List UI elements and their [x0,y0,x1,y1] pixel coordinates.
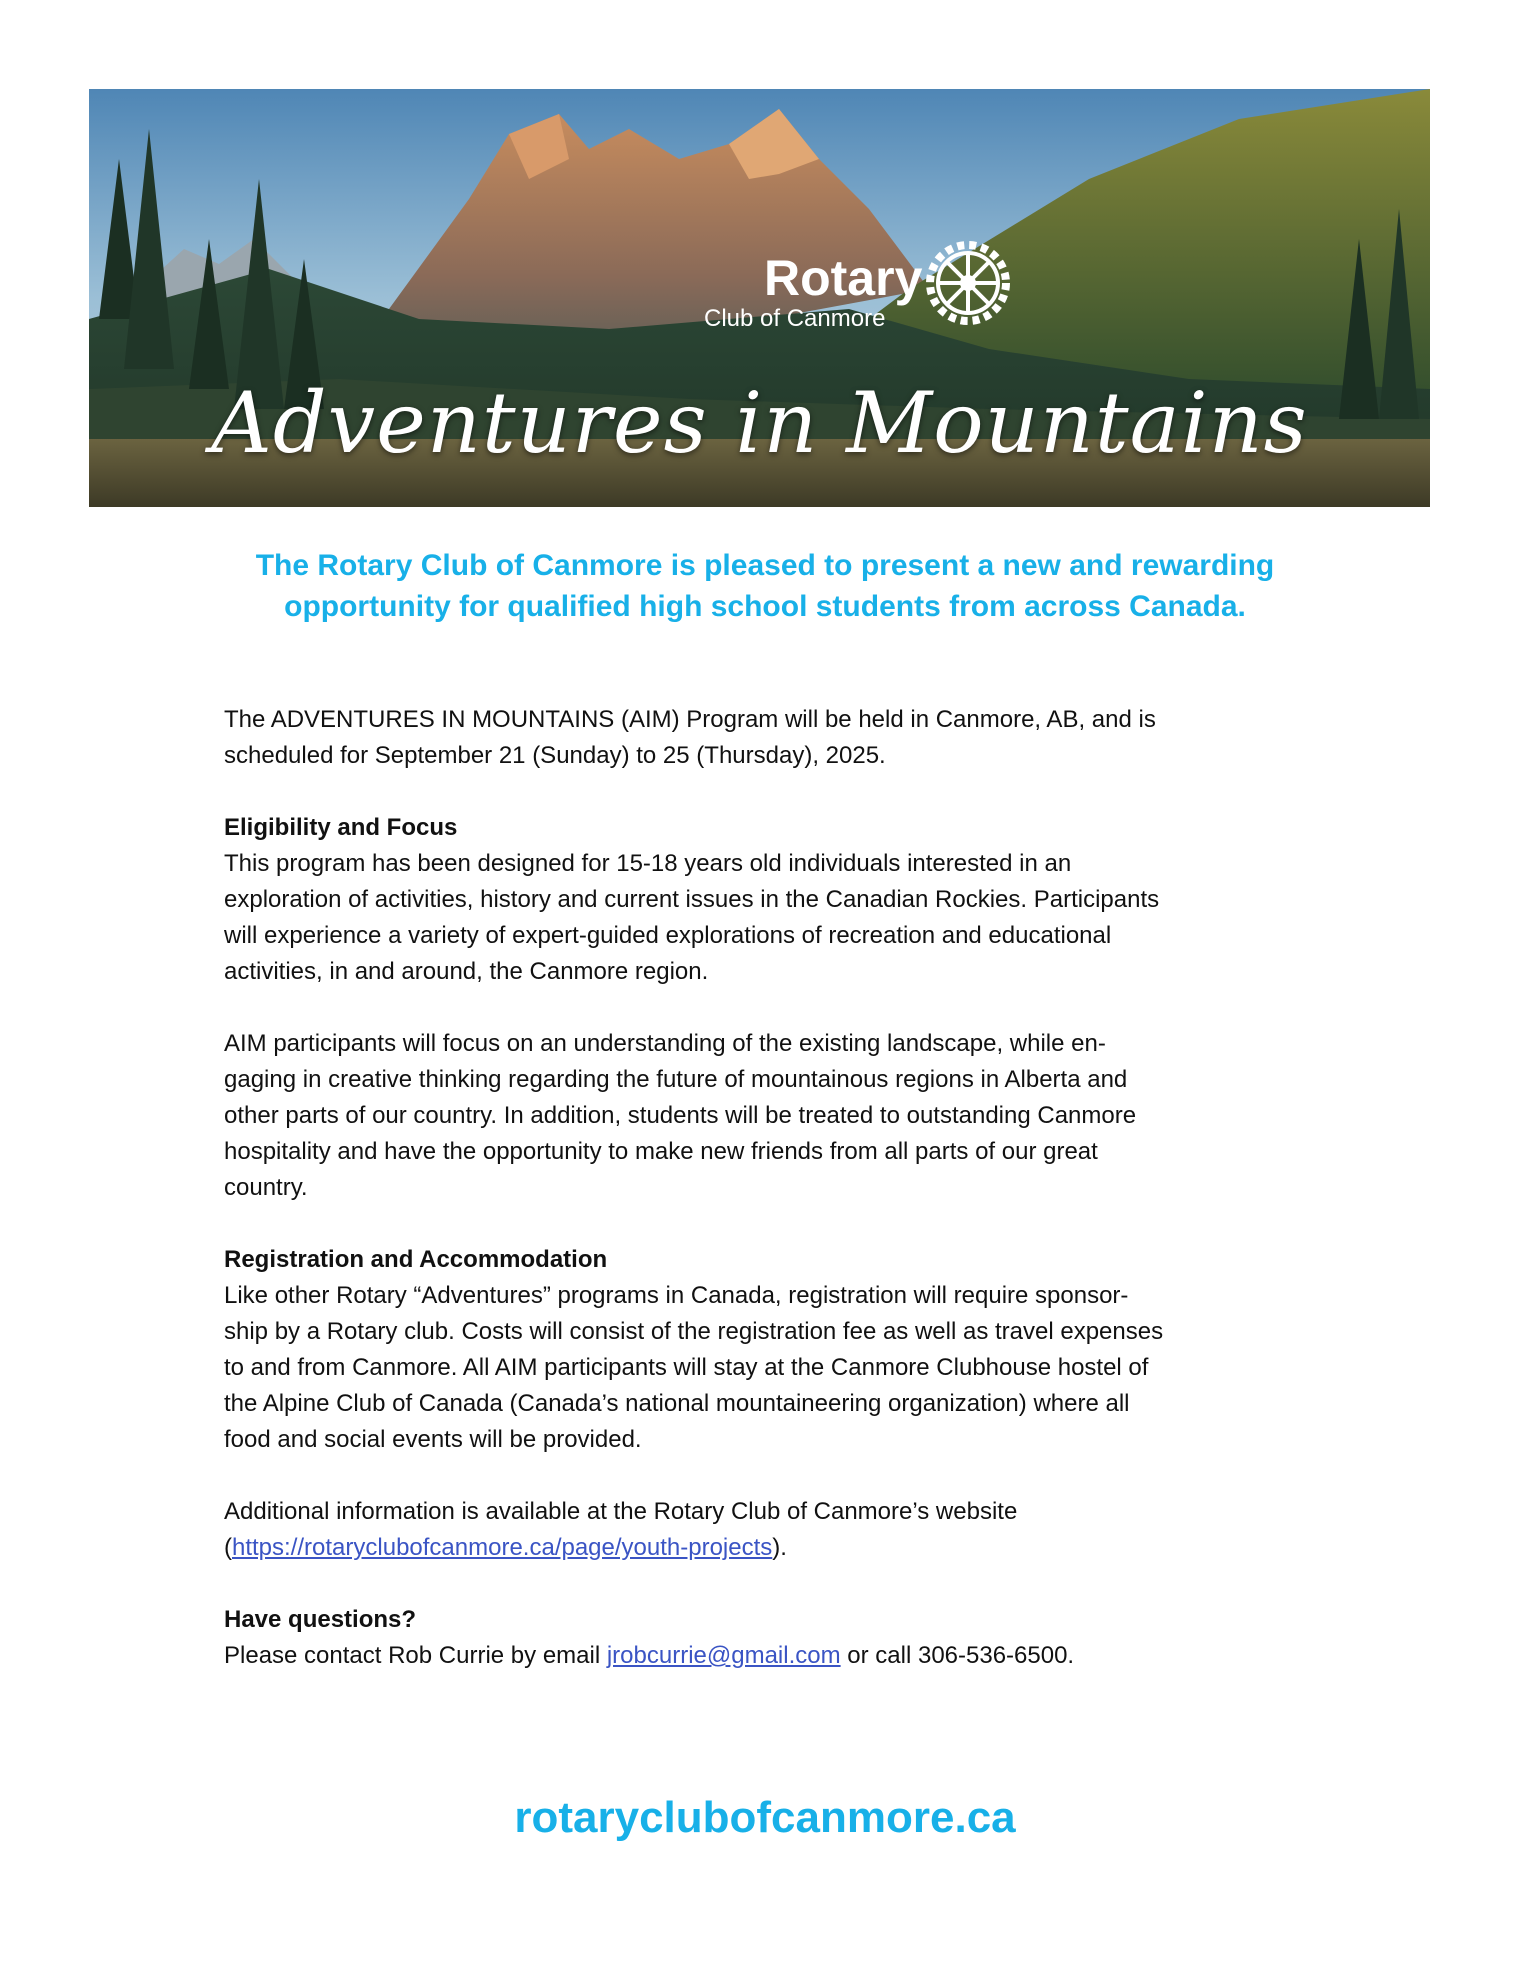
program-line: scheduled for September 21 (Sunday) to 25 (Thursday), 2025. [224,742,886,769]
text-line: will experience a variety of expert-guided explorations of recreation and educational [224,922,1112,949]
paren: ). [772,1534,787,1561]
text-line: This program has been designed for 15-18 years old individuals interested in an [224,850,1072,877]
program-line: The ADVENTURES IN MOUNTAINS (AIM) Program will be held in Canmore, AB, and is [224,706,1156,733]
intro-heading: The Rotary Club of Canmore is pleased to present a new and rewarding opportunity for qualified high school students from across Canada. [255,549,1275,623]
text-line: gaging in creative thinking regarding the future of mountainous regions in Alberta and [224,1066,1128,1093]
logo-subtitle: Club of Canmore [704,305,886,332]
contact-phone-text: or call 306-536-6500. [840,1642,1075,1669]
email-link[interactable]: jrobcurrie@gmail.com [606,1642,841,1669]
rotary-logo [674,239,1034,332]
youth-projects-link[interactable]: https://rotaryclubofcanmore.ca/page/youth-projects [232,1534,773,1561]
registration-heading: Registration and Accommodation [224,1246,608,1273]
text-line: country. [224,1174,308,1201]
text-line: Like other Rotary “Adventures” programs in Canada, registration will require sponsor- [224,1282,1129,1309]
eligibility-paragraph [224,846,1304,990]
text-line: hospitality and have the opportunity to make new friends from all parts of our great [224,1138,1098,1165]
rotary-wheel-icon [924,239,1012,327]
text-line: to and from Canmore. All AIM participants will stay at the Canmore Clubhouse hostel of [224,1354,1149,1381]
header-banner [89,89,1430,507]
text-line: other parts of our country. In addition, students will be treated to outstanding Canmore [224,1102,1137,1129]
focus-paragraph [224,1026,1304,1206]
contact-paragraph [224,1638,1304,1674]
text-line: activities, in and around, the Canmore region. [224,958,709,985]
program-paragraph [224,702,1304,774]
text-line: AIM participants will focus on an understanding of the existing landscape, while en- [224,1030,1106,1057]
eligibility-heading: Eligibility and Focus [224,814,458,841]
text-line: the Alpine Club of Canada (Canada’s national mountaineering organization) where all [224,1390,1130,1417]
additional-info-paragraph [224,1494,1304,1566]
registration-paragraph [224,1278,1304,1458]
text-line: Additional information is available at the Rotary Club of Canmore’s website [224,1498,1018,1525]
paren: ( [224,1534,232,1561]
contact-text: Please contact Rob Currie by email [224,1642,607,1669]
footer-website: rotaryclubofcanmore.ca [514,1793,1016,1842]
text-line: ship by a Rotary club. Costs will consist of the registration fee as well as travel expenses [224,1318,1164,1345]
text-line: exploration of activities, history and current issues in the Canadian Rockies. Participants [224,886,1160,913]
questions-heading: Have questions? [224,1606,417,1633]
body-content [224,702,1304,1710]
banner-title: Adventures in Mountains [211,374,1308,472]
logo-wordmark: Rotary [764,250,923,306]
text-line: food and social events will be provided. [224,1426,642,1453]
